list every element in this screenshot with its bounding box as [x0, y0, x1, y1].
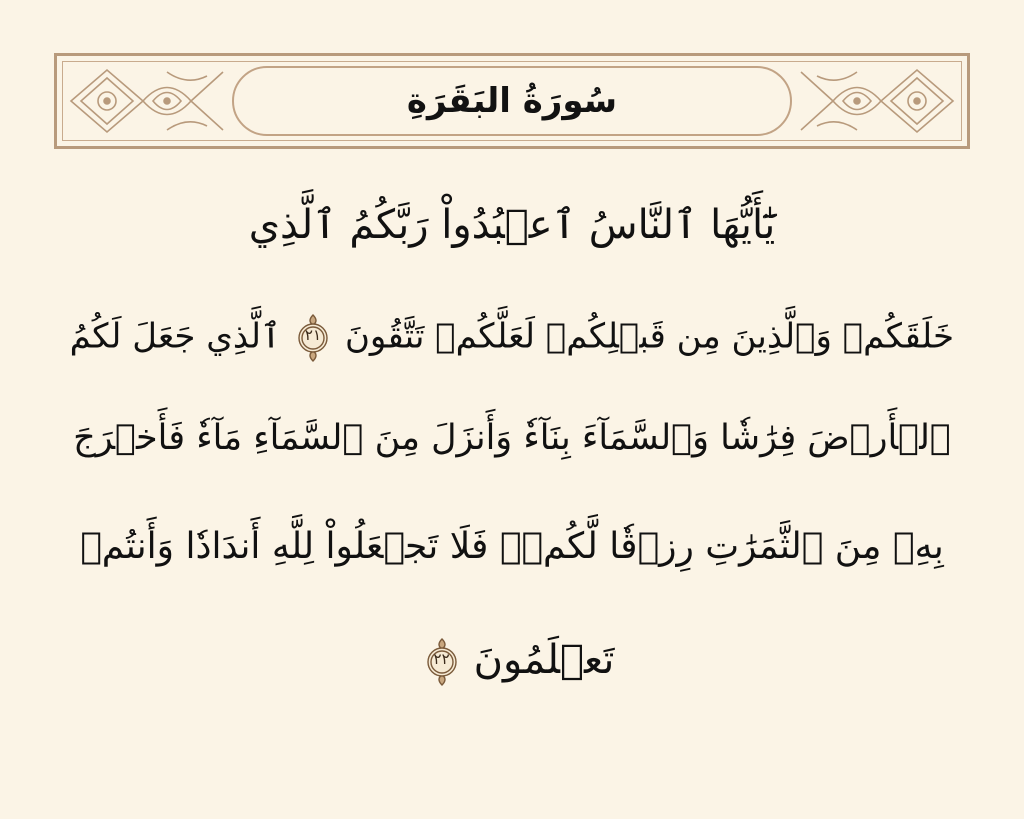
ayah-marker: [291, 313, 335, 363]
verse-line-4: [70, 526, 954, 591]
verse-text: خَلَقَكُمۡ وَٱلَّذِينَ مِن قَبۡلِكُمۡ لَعَلَّكُمۡ تَتَّقُونَ: [344, 316, 954, 357]
surah-title-cartouche: [232, 66, 792, 136]
verse-text: تَعۡلَمُونَ: [473, 637, 615, 683]
ayah-number: ٢٢: [433, 650, 450, 668]
verse-line-2: [70, 313, 954, 375]
ayah-marker: [420, 637, 464, 687]
verse-text: ٱلۡأَرۡضَ فِرَٰشٗا وَٱلسَّمَآءَ بِنَآءٗ وَأَنزَلَ مِنَ ٱلسَّمَآءِ مَآءٗ فَأَخۡرَجَ: [73, 418, 951, 458]
verse-line-1: [70, 202, 954, 267]
surah-header-frame: [54, 53, 970, 149]
verse-text: يَٰٓأَيُّهَا ٱلنَّاسُ ٱعۡبُدُواْ رَبَّكُمُ ٱلَّذِي: [248, 202, 776, 248]
verse-line-3: [70, 418, 954, 483]
arabesque-ornament-icon: [67, 66, 227, 136]
verse-line-5: [70, 637, 954, 699]
surah-title: سُورَةُ البَقَرَةِ: [406, 81, 618, 121]
arabesque-ornament-icon: [797, 66, 957, 136]
verse-text: ٱلَّذِي جَعَلَ لَكُمُ: [69, 316, 281, 357]
ayah-number: ٢١: [304, 326, 322, 344]
verses-block: [69, 202, 954, 745]
verse-text: بِهِۦ مِنَ ٱلثَّمَرَٰتِ رِزۡقٗا لَّكُمۡۖ فَلَا تَجۡعَلُواْ لِلَّهِ أَندَادٗا وَأَنتُمۡ: [80, 526, 944, 567]
